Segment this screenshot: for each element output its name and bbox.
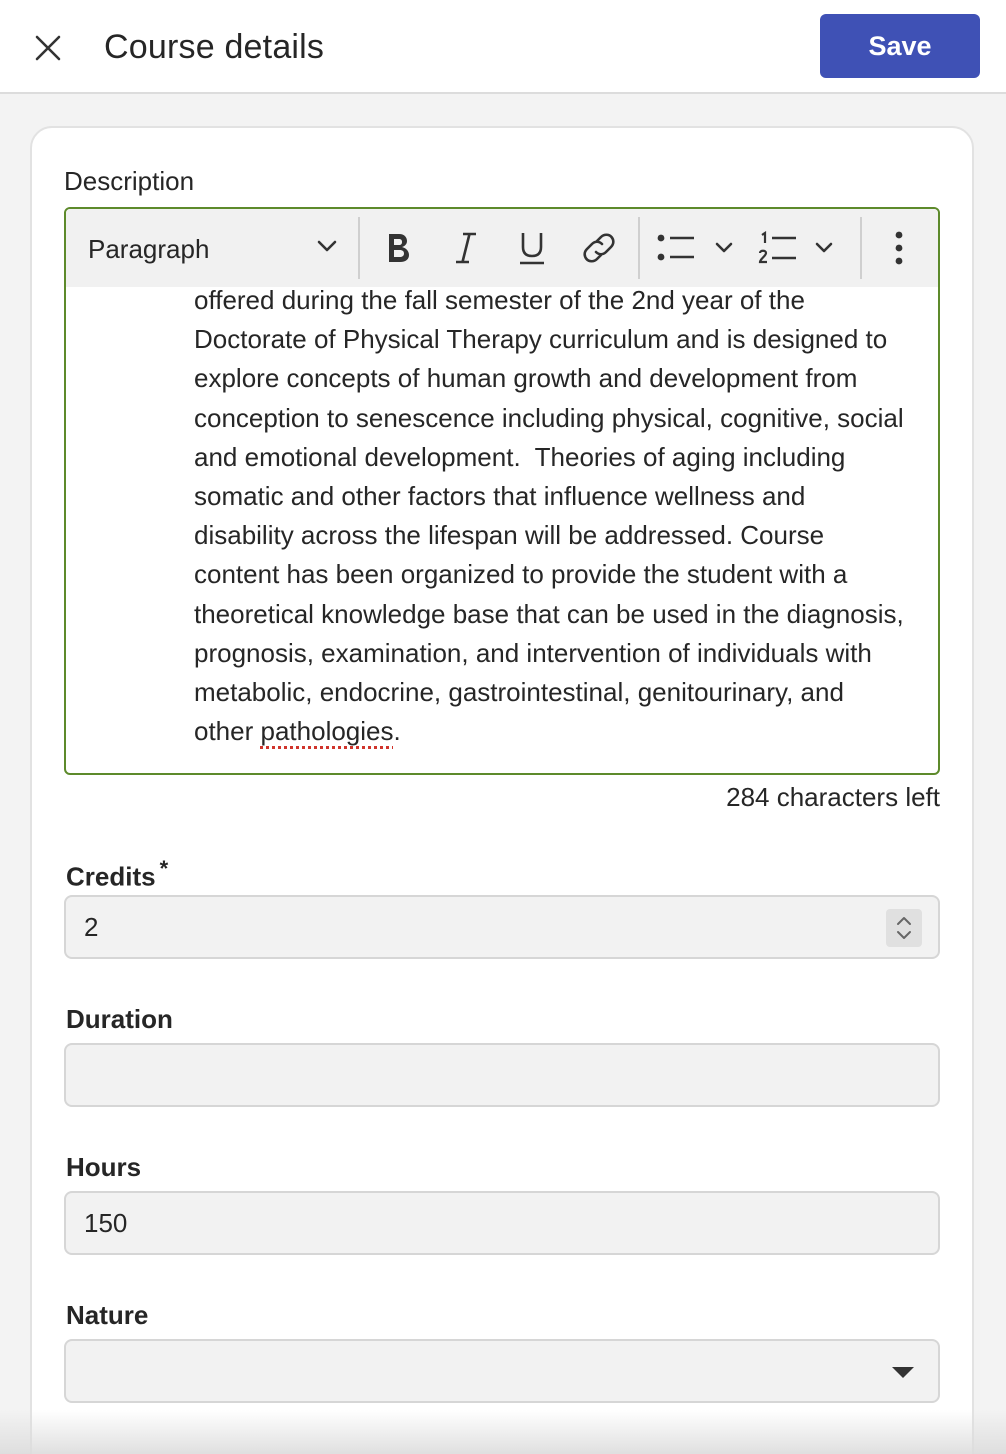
link-button[interactable] [578, 223, 620, 273]
more-options-button[interactable] [884, 223, 914, 273]
text-line: content has been organized to provide the student with a [194, 559, 848, 590]
description-text[interactable] [194, 281, 914, 751]
nature-select[interactable] [64, 1339, 940, 1403]
duration-label: Duration [66, 1004, 173, 1034]
text-line: Doctorate of Physical Therapy curriculum and is designed to [194, 324, 888, 355]
text-line: metabolic, endocrine, gastrointestinal, genitourinary, and [194, 677, 844, 708]
link-icon [583, 232, 615, 264]
description-label: Description [64, 166, 195, 196]
hours-value: 150 [84, 1207, 128, 1238]
editor-toolbar [66, 209, 938, 287]
italic-icon [454, 231, 478, 265]
hours-input[interactable] [64, 1191, 940, 1255]
more-options-icon [894, 231, 904, 265]
bold-icon [384, 231, 412, 265]
credits-input[interactable] [64, 895, 940, 959]
numbered-list-icon [758, 231, 838, 265]
toolbar-divider [860, 217, 862, 279]
required-asterisk: * [159, 856, 169, 881]
underline-button[interactable] [512, 223, 552, 273]
bullet-list-button[interactable] [656, 223, 738, 273]
text-line: conception to senescence including physical, cognitive, social [194, 402, 904, 433]
description-rich-text-editor[interactable] [64, 207, 940, 775]
caret-down-icon [892, 1367, 914, 1379]
bold-button[interactable] [378, 223, 418, 273]
page-title: Course details [104, 28, 325, 66]
nature-label: Nature [66, 1300, 149, 1330]
credits-stepper[interactable] [886, 909, 922, 947]
toolbar-divider [638, 217, 640, 279]
text-line: prognosis, examination, and intervention of individuals with [194, 637, 872, 668]
text-line: offered during the fall semester of the 2nd year of the [194, 285, 805, 315]
toolbar-divider [358, 217, 360, 279]
close-button[interactable] [28, 28, 68, 68]
credits-label-text: Credits [66, 861, 156, 892]
text-line [194, 712, 914, 751]
block-format-select[interactable] [88, 225, 338, 273]
text-line: explore concepts of human growth and development from [194, 363, 858, 394]
stepper-up-down-icon [895, 913, 913, 943]
chevron-down-icon [316, 239, 338, 253]
credits-value: 2 [84, 911, 99, 942]
text-fragment: other [194, 716, 261, 747]
italic-button[interactable] [446, 223, 486, 273]
underline-icon [517, 230, 547, 266]
text-fragment: . [393, 716, 401, 747]
duration-input[interactable] [64, 1043, 940, 1107]
text-line: disability across the lifespan will be addressed. Course [194, 520, 825, 551]
text-line: somatic and other factors that influence wellness and [194, 481, 806, 512]
numbered-list-button[interactable] [758, 223, 838, 273]
credits-label [66, 856, 168, 893]
block-format-value: Paragraph [88, 233, 210, 264]
bullet-list-icon [656, 233, 738, 263]
characters-left-counter: 284 characters left [726, 782, 940, 812]
text-line: and emotional development. Theories of aging including [194, 441, 846, 472]
header-bar [0, 0, 1006, 94]
hours-label: Hours [66, 1152, 142, 1182]
misspelled-word[interactable]: pathologies [260, 716, 394, 747]
save-button[interactable]: Save [820, 14, 980, 78]
text-line: theoretical knowledge base that can be used in the diagnosis, [194, 598, 904, 629]
close-icon[interactable] [35, 35, 61, 61]
scroll-fade [0, 1410, 1006, 1454]
